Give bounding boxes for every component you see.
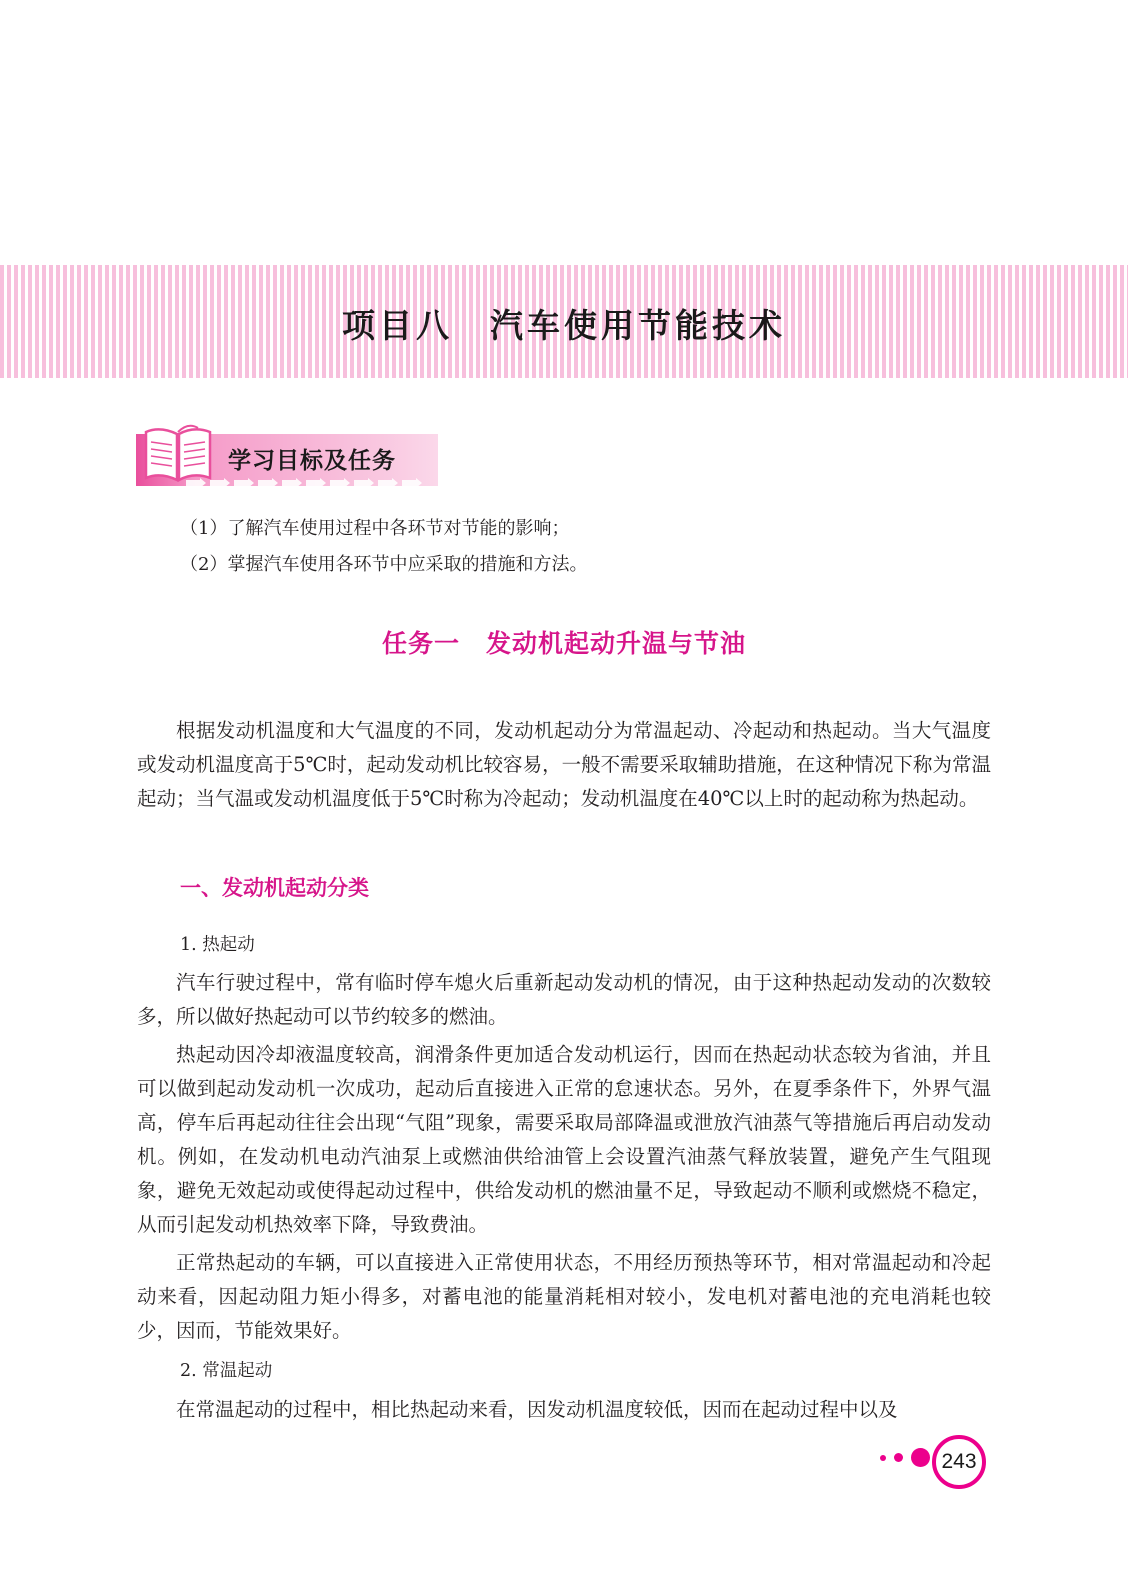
subsection-heading-normal-start: 2. 常温起动 [180, 1361, 273, 1381]
objective-item: （1）了解汽车使用过程中各环节对节能的影响； [180, 518, 570, 539]
objective-item: （2）掌握汽车使用各环节中应采取的措施和方法。 [180, 554, 588, 575]
objectives-title: 学习目标及任务 [228, 448, 396, 474]
task-title: 任务一 发动机起动升温与节油 [381, 629, 746, 658]
chapter-title: 项目八 汽车使用节能技术 [342, 306, 786, 345]
section-heading: 一、发动机起动分类 [180, 876, 369, 900]
paragraph: 汽车行驶过程中，常有临时停车熄火后重新起动发动机的情况，由于这种热起动发动的次数较多，所以做好热起动可以节约较多的燃油。 [137, 971, 991, 1028]
dot-icon [894, 1453, 903, 1462]
page-number-group [878, 1433, 998, 1489]
objectives-header [136, 420, 438, 488]
intro-paragraph: 根据发动机温度和大气温度的不同，发动机起动分为常温起动、冷起动和热起动。当大气温度或发动机温度高于5℃时，起动发动机比较容易，一般不需要采取辅助措施，在这种情况下称为常温起动；当气温或发动机温度低于5℃时称为冷起动；发动机温度在40℃以上时的起动称为热起动。 [137, 719, 991, 810]
dot-icon [880, 1455, 886, 1461]
dot-icon [911, 1448, 930, 1467]
paragraph: 热起动因冷却液温度较高，润滑条件更加适合发动机运行，因而在热起动状态较为省油，并且可以做到起动发动机一次成功，起动后直接进入正常的怠速状态。另外，在夏季条件下，外界气温高，停车后再起动往往会出现“气阻”现象，需要采取局部降温或泄放汽油蒸气等措施后再启动发动机。例如，在发动机电动汽油泵上或燃油供给油管上会设置汽油蒸气释放装置，避免产生气阻现象，避免无效起动或使得起动过程中，供给发动机的燃油量不足，导致起动不顺利或燃烧不稳定，从而引起发动机热效率下降，导致费油。 [137, 1043, 991, 1236]
objectives-list [180, 511, 587, 583]
arrows-decoration-icon [186, 478, 434, 488]
paragraph: 在常温起动的过程中，相比热起动来看，因发动机温度较低，因而在起动过程中以及 [176, 1398, 898, 1421]
paragraph: 正常热起动的车辆，可以直接进入正常使用状态，不用经历预热等环节，相对常温起动和冷起动来看，因起动阻力矩小得多，对蓄电池的能量消耗相对较小，发电机对蓄电池的充电消耗也较少，因而，节能效果好。 [137, 1251, 991, 1342]
open-book-icon [142, 422, 214, 484]
subsection-heading-hot-start: 1. 热起动 [180, 935, 255, 955]
page-number: 243 [932, 1435, 986, 1489]
